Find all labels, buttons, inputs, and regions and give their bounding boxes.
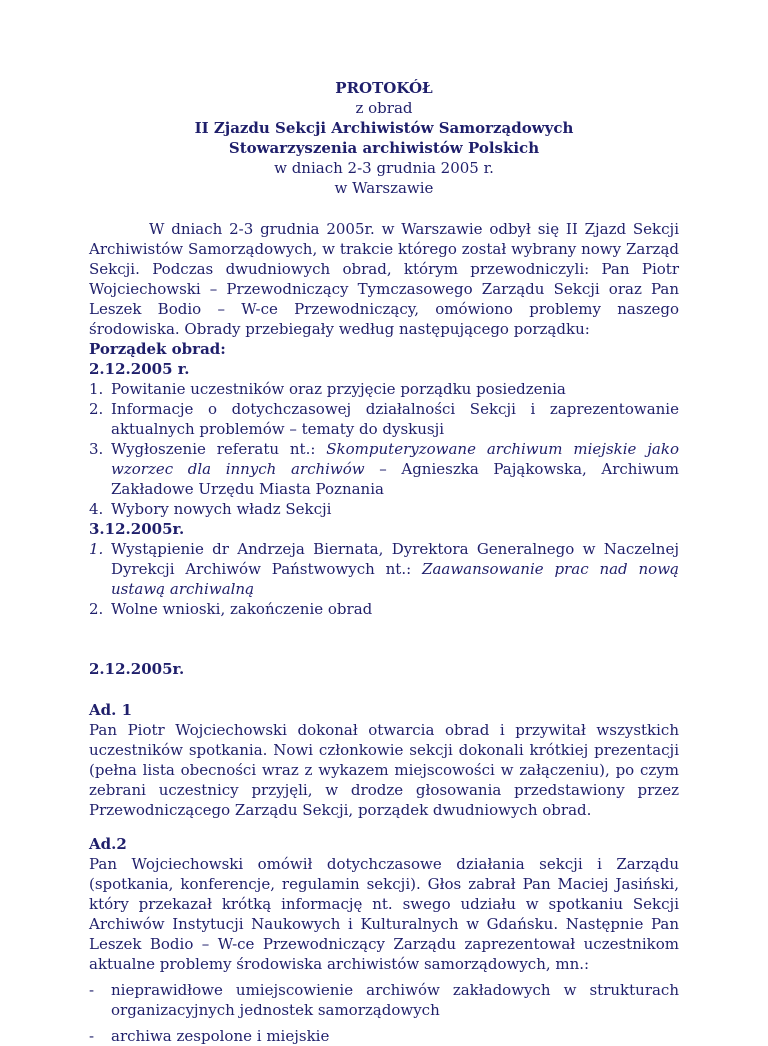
intro-paragraph: W dniach 2-3 grudnia 2005r. w Warszawie odbył się II Zjazd Sekcji Archiwistów Samorządowych, w trakcie którego został wybrany nowy Zarząd Sekcji. Podczas dwudniowych obrad, którym przewodniczyli: Pan Piotr Wojciechowski – Przewodniczący Tymczasowego Zarządu Sekcji oraz Pan Leszek Bodio – W-ce Przewodniczący, omówiono problemy naszego środowiska. Obrady przebiegały według następującego porządku:	[89, 220, 679, 338]
list-item	[89, 379, 679, 399]
list-number: 1.	[89, 380, 104, 398]
agenda-heading: Porządek obrad:	[89, 340, 226, 358]
list-number: 1.	[89, 540, 104, 558]
list-text	[111, 539, 679, 599]
ad1-paragraph: Pan Piotr Wojciechowski dokonał otwarcia obrad i przywitał wszystkich uczestników spotkania. Nowi członkowie sekcji dokonali krótkiej prezentacji (pełna lista obecności wraz z wykazem miejscowości w załączeniu), po czym zebrani uczestnicy przyjęli, w drodze głosowania przedstawiony przez Przewodniczącego Zarządu Sekcji, porządek dwudniowych obrad.	[89, 721, 679, 819]
list-text: nieprawidłowe umiejscowienie archiwów zakładowych w strukturach organizacyjnych jednostek samorządowych	[111, 981, 679, 1019]
list-text: archiwa zespolone i miejskie	[111, 1027, 330, 1045]
dash-marker: -	[89, 1027, 95, 1045]
agenda-day-1-list	[89, 379, 679, 519]
list-item	[89, 539, 679, 599]
list-item	[89, 439, 679, 499]
header-line: II Zjazdu Sekcji Archiwistów Samorządowych	[194, 119, 574, 137]
agenda-day-1: 2.12.2005 r.	[89, 360, 190, 378]
list-number: 4.	[89, 500, 104, 518]
list-text-part: Wystąpienie dr Andrzeja Biernata, Dyrektora Generalnego w Naczelnej Dyrekcji Archiwów Państwowych nt.:	[111, 540, 679, 578]
list-text: Informacje o dotychczasowej działalności Sekcji i zaprezentowanie aktualnych problemów – tematy do dyskusji	[111, 400, 679, 438]
ad1-heading: Ad. 1	[89, 701, 133, 719]
list-number: 3.	[89, 440, 104, 458]
header-line: w dniach 2-3 grudnia 2005 r.	[274, 159, 494, 177]
agenda-day-2-list	[89, 539, 679, 619]
ad2-heading: Ad.2	[89, 835, 127, 853]
list-text: Wolne wnioski, zakończenie obrad	[111, 600, 373, 618]
list-item	[89, 980, 679, 1020]
problems-list	[89, 980, 679, 1046]
header-line: w Warszawie	[334, 179, 434, 197]
document-header	[89, 78, 679, 198]
header-line: Stowarzyszenia archiwistów Polskich	[228, 139, 540, 157]
list-text-part: Wygłoszenie referatu nt.:	[111, 440, 327, 458]
list-item	[89, 599, 679, 619]
header-line: z obrad	[355, 99, 413, 117]
document-title: PROTOKÓŁ	[335, 79, 433, 97]
list-text	[111, 439, 679, 499]
list-text: Wybory nowych władz Sekcji	[111, 500, 332, 518]
minutes-date: 2.12.2005r.	[89, 660, 185, 678]
dash-marker: -	[89, 981, 95, 999]
list-item	[89, 1026, 679, 1046]
list-number: 2.	[89, 400, 104, 418]
document-body	[89, 78, 679, 1046]
lecture-title: Zaawansowanie prac nad nową ustawą archiwalną	[111, 560, 679, 598]
agenda-day-2: 3.12.2005r.	[89, 520, 185, 538]
list-text-part: – Agnieszka Pająkowska, Archiwum Zakładowe Urzędu Miasta Poznania	[111, 460, 679, 498]
ad2-paragraph: Pan Wojciechowski omówił dotychczasowe działania sekcji i Zarządu (spotkania, konferencje, regulamin sekcji). Głos zabrał Pan Maciej Jasiński, który przekazał krótką informację nt. swego udziału w spotkaniu Sekcji Archiwów Instytucji Naukowych i Kulturalnych w Gdańsku. Następnie Pan Leszek Bodio – W-ce Przewodniczący Zarządu zaprezentował uczestnikom aktualne problemy środowiska archiwistów samorządowych, mn.:	[89, 855, 679, 973]
referat-title: Skomputeryzowane archiwum miejskie jako wzorzec dla innych archiwów	[111, 440, 679, 478]
list-item	[89, 499, 679, 519]
list-item	[89, 399, 679, 439]
list-text: Powitanie uczestników oraz przyjęcie porządku posiedzenia	[111, 380, 566, 398]
list-number: 2.	[89, 600, 104, 618]
